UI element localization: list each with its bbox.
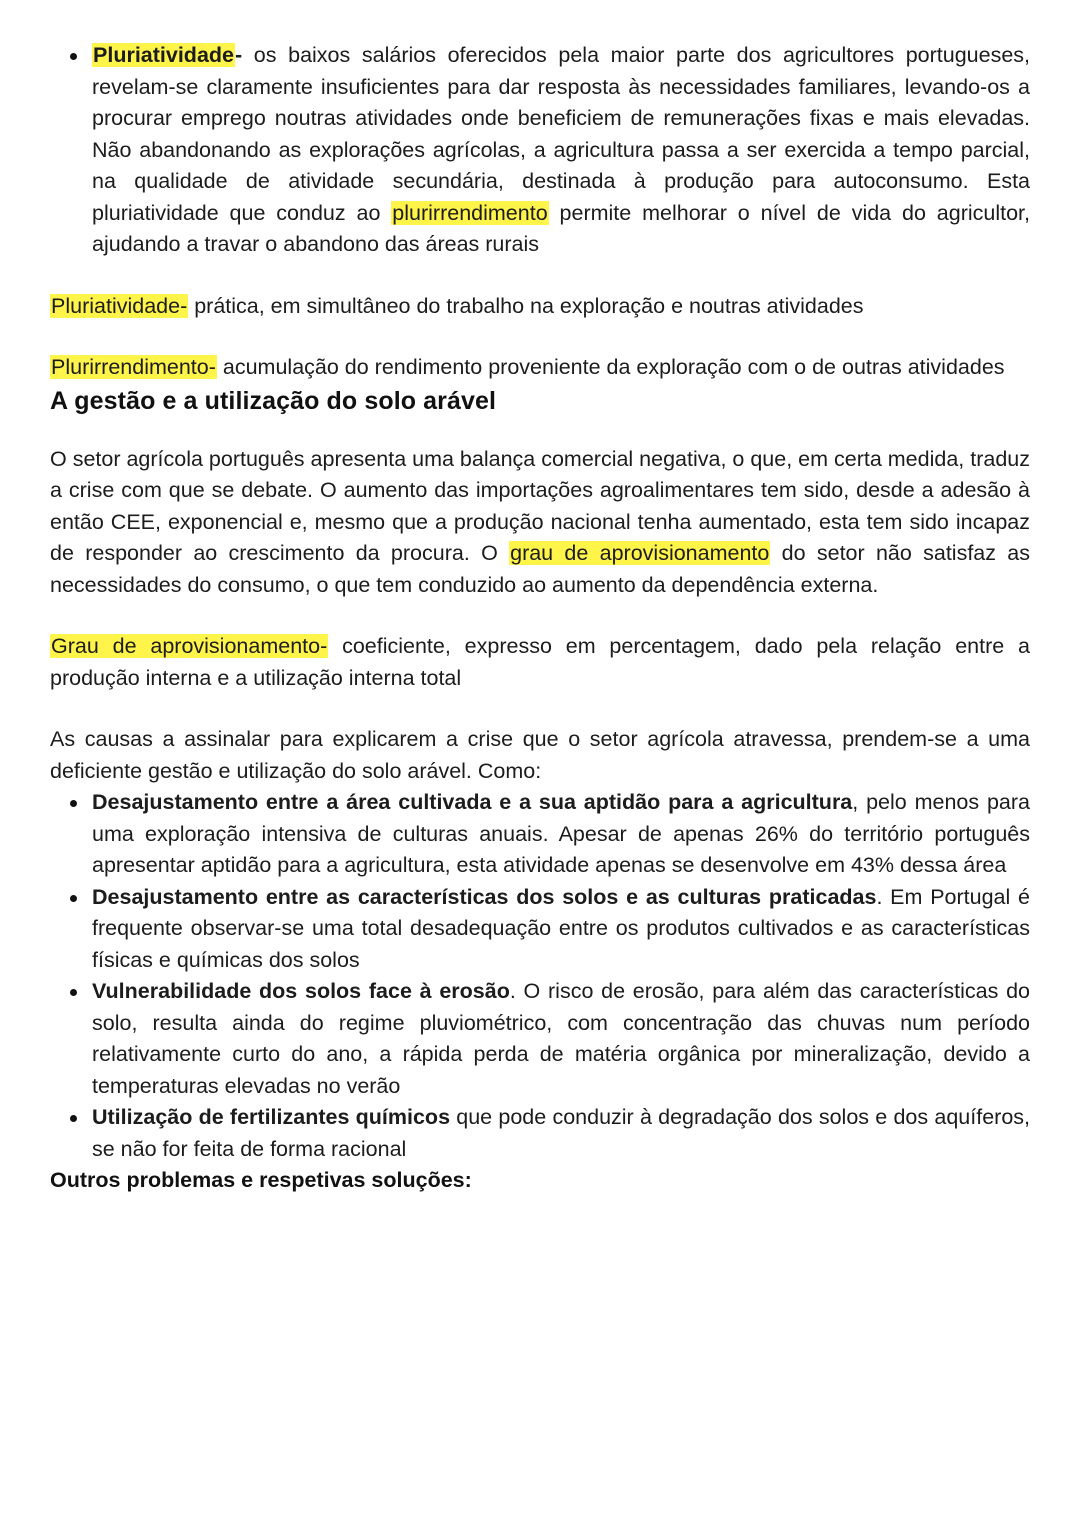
definition-term-plurirrendimento: Plurirrendimento- — [51, 355, 216, 379]
table-row — [50, 976, 1030, 1102]
definition-pluriatividade — [50, 291, 1030, 323]
cause-rest: que pode conduzir à degradação dos solos e dos aquíferos, se não for feita de forma racional — [92, 1105, 1030, 1161]
paragraph-setor-agricola — [50, 444, 1030, 602]
cause-rest: . Em Portugal é frequente observar-se uma total desadequação entre os produtos cultivados e as características físicas e químicas dos solos — [92, 884, 1030, 972]
page-title: A gestão e a utilização do solo arável — [50, 386, 497, 415]
list-item — [50, 40, 1030, 261]
paragraph-part-1: O setor agrícola português apresenta uma balança comercial negativa, o que, em certa medida, traduz a crise com que se debate. O aumento das importações agroalimentares tem sido, desde a adesão à então CEE, exponencial e, mesmo que a produção nacional tenha aumentado, esta tem sido incapaz de responder ao crescimento da procura. O — [50, 446, 1030, 565]
highlight-grau-de-aprovisionamento: grau de aprovisionamento — [510, 541, 770, 565]
cause-bold-lead: Vulnerabilidade dos solos face à erosão — [92, 979, 510, 1003]
highlight-term-pluriatividade: Pluriatividade — [93, 43, 234, 67]
bullet-body-tail: permite melhorar o nível de vida do agricultor, ajudando a travar o abandono das áreas rurais — [92, 200, 1031, 256]
highlight-term-plurirrendimento-inline: plurirrendimento — [392, 200, 548, 225]
definition-grau-aprovisionamento — [50, 631, 1030, 694]
pluriatividade-bullet-list — [50, 40, 1030, 261]
closing-heading: Outros problemas e respetivas soluções: — [50, 1168, 472, 1192]
definition-term-pluriatividade: Pluriatividade- — [51, 293, 188, 318]
definition-body-plurirrendimento: acumulação do rendimento proveniente da exploração com o de outras atividades — [216, 355, 1005, 379]
cause-bold-lead: Utilização de fertilizantes químicos — [92, 1105, 451, 1129]
paragraph-causas: As causas a assinalar para explicarem a crise que o setor agrícola atravessa, prendem-se a uma deficiente gestão e utilização do solo arável. Como: — [50, 727, 1030, 783]
causes-bullet-list — [50, 787, 1030, 1165]
definition-term-grau-aprovisionamento: Grau de aprovisionamento- — [51, 634, 328, 658]
definition-body-pluriatividade: prática, em simultâneo do trabalho na exploração e noutras atividades — [188, 293, 864, 318]
definition-body-grau-aprovisionamento: coeficiente, expresso em percentagem, dado pela relação entre a produção interna e a utilização interna total — [50, 634, 1030, 690]
paragraph-part-2: do setor não satisfaz as necessidades do consumo, o que tem conduzido ao aumento da dependência externa. — [50, 541, 1031, 597]
table-row — [50, 1102, 1030, 1165]
bullet-body-text: os baixos salários oferecidos pela maior parte dos agricultores portugueses, revelam-se claramente insuficientes para dar resposta às necessidades familiares, levando-os a procurar emprego noutras atividades onde beneficiem de remunerações fixas e mais elevadas. Não abandonando as explorações agrícolas, a agricultura passa a ser exercida a tempo parcial, na qualidade de atividade secundária, destinada à produção para autoconsumo. Esta pluriatividade que conduz ao — [92, 43, 1030, 225]
document-content — [50, 40, 1030, 1197]
cause-bold-lead: Desajustamento entre as características dos solos e as culturas praticadas — [92, 884, 877, 909]
cause-bold-lead: Desajustamento entre a área cultivada e a sua aptidão para a agricultura — [92, 790, 853, 814]
cause-rest: , pelo menos para uma exploração intensiva de culturas anuais. Apesar de apenas 26% do território português apresentar aptidão para a agricultura, esta atividade apenas se desenvolve em 43% dessa área — [92, 790, 1030, 877]
table-row — [50, 787, 1030, 882]
cause-rest: . O risco de erosão, para além das características do solo, resulta ainda do regime pluviométrico, com concentração das chuvas num período relativamente curto do ano, a rápida perda de matéria orgânica por mineralização, devido a temperaturas elevadas no verão — [92, 979, 1030, 1098]
definition-plurirrendimento — [50, 352, 1030, 384]
term-suffix-hyphen: - — [235, 43, 243, 67]
table-row — [50, 882, 1030, 977]
